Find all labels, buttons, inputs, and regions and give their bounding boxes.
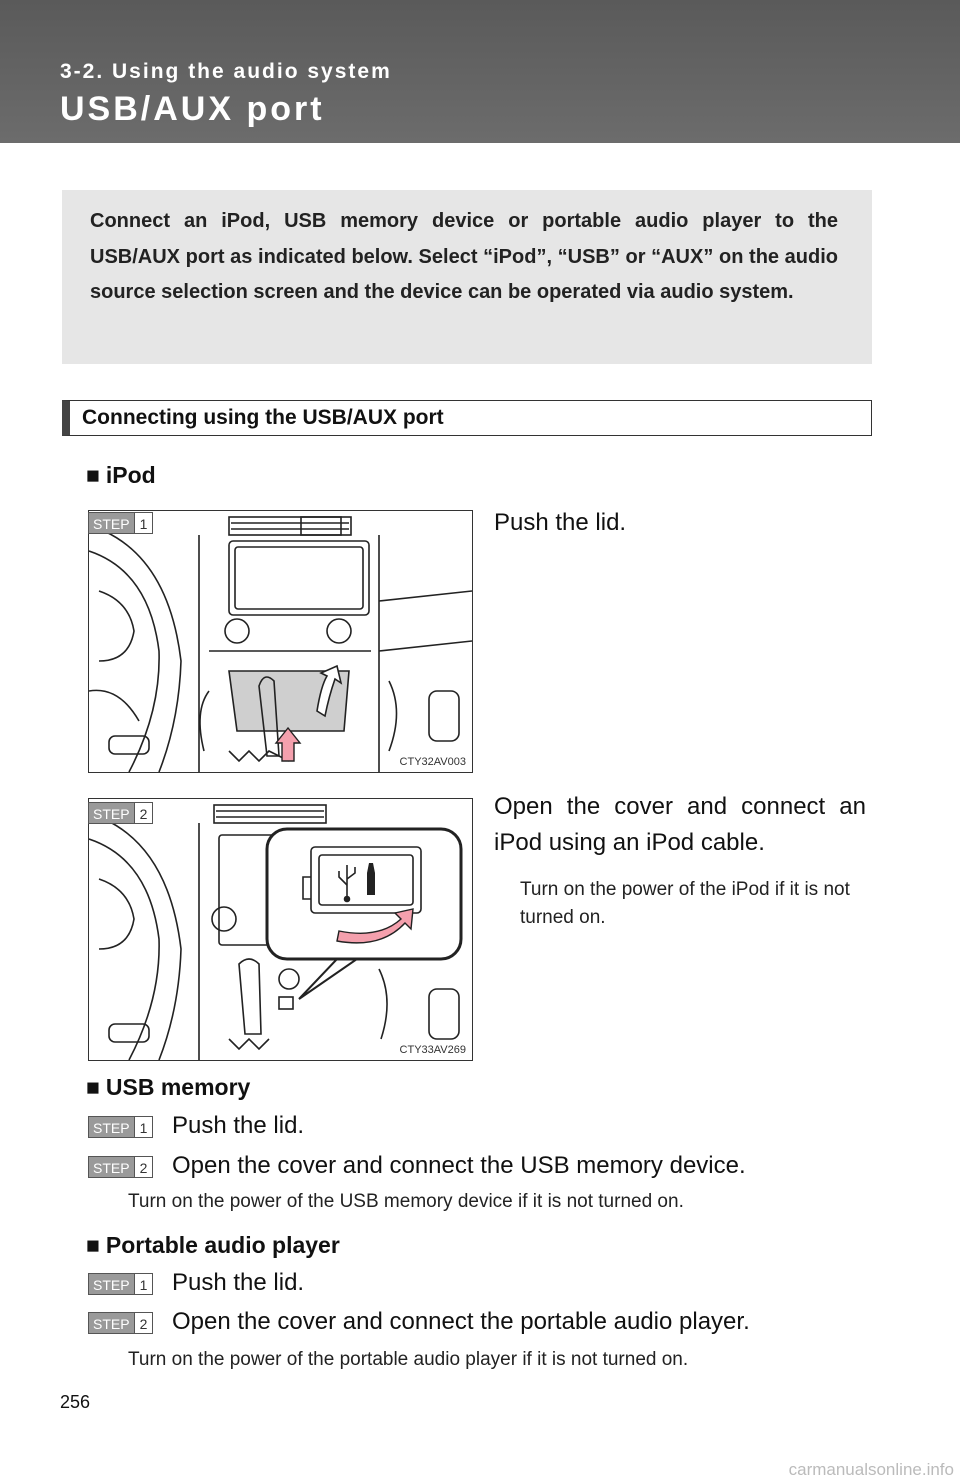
portable-heading-text: Portable audio player <box>105 1232 340 1258</box>
step-label: STEP <box>89 1157 134 1177</box>
portable-heading <box>86 1232 340 1259</box>
step-badge-usb-2 <box>88 1156 153 1178</box>
intro-text: Connect an iPod, USB memory device or portable audio player to the USB/AUX port as indicated below. Select “iPod”, “USB” or “AUX” on the audio source selection screen and the device can be operated via audio system. <box>90 210 838 303</box>
step-badge-usb-1 <box>88 1116 153 1138</box>
ipod-step2-note: Turn on the power of the iPod if it is not turned on. <box>520 879 850 928</box>
ipod-step1-text: Push the lid. <box>494 509 627 536</box>
step-badge-2 <box>88 802 153 824</box>
ipod-heading <box>86 462 156 489</box>
figure-push-lid <box>88 510 473 773</box>
step-badge-1 <box>88 512 153 534</box>
figure-id: CTY32AV003 <box>399 756 466 768</box>
portable-step2-text: Open the cover and connect the portable audio player. <box>172 1308 750 1335</box>
illustration-console-lid <box>89 511 472 772</box>
step-number: 2 <box>134 803 153 823</box>
illustration-usb-port <box>89 799 472 1060</box>
step-label: STEP <box>89 1313 134 1333</box>
intro-box <box>62 190 872 364</box>
usb-heading-text: USB memory <box>105 1074 251 1100</box>
step-label: STEP <box>89 1274 134 1294</box>
section-title: USB/AUX port <box>60 90 325 128</box>
section-subtitle: 3-2. Using the audio system <box>60 60 392 83</box>
page-number: 256 <box>60 1392 91 1412</box>
ipod-step2-text: Open the cover and connect an iPod using an iPod cable. <box>494 793 866 856</box>
watermark: carmanualsonline.info <box>788 1460 954 1479</box>
page-header <box>0 0 960 143</box>
step-number: 2 <box>134 1313 153 1333</box>
step-badge-portable-1 <box>88 1273 153 1295</box>
bullet-square: ■ <box>86 462 100 488</box>
ipod-heading-text: iPod <box>105 462 156 488</box>
usb-heading <box>86 1074 250 1101</box>
step-number: 1 <box>134 1274 153 1294</box>
figure-connect-ipod <box>88 798 473 1061</box>
step-badge-portable-2 <box>88 1312 153 1334</box>
figure-id: CTY33AV269 <box>399 1044 466 1056</box>
bullet-square: ■ <box>86 1232 100 1258</box>
step-number: 1 <box>134 513 153 533</box>
step-label: STEP <box>89 803 134 823</box>
bullet-square: ■ <box>86 1074 100 1100</box>
usb-note: Turn on the power of the USB memory device if it is not turned on. <box>128 1191 684 1212</box>
step-label: STEP <box>89 513 134 533</box>
subheading: Connecting using the USB/AUX port <box>62 400 872 436</box>
step-number: 1 <box>134 1117 153 1137</box>
step-label: STEP <box>89 1117 134 1137</box>
portable-note: Turn on the power of the portable audio player if it is not turned on. <box>128 1349 689 1370</box>
aux-jack-icon <box>367 863 375 895</box>
portable-step1-text: Push the lid. <box>172 1269 305 1296</box>
usb-step2-text: Open the cover and connect the USB memory device. <box>172 1152 746 1179</box>
usb-step1-text: Push the lid. <box>172 1112 305 1139</box>
step-number: 2 <box>134 1157 153 1177</box>
